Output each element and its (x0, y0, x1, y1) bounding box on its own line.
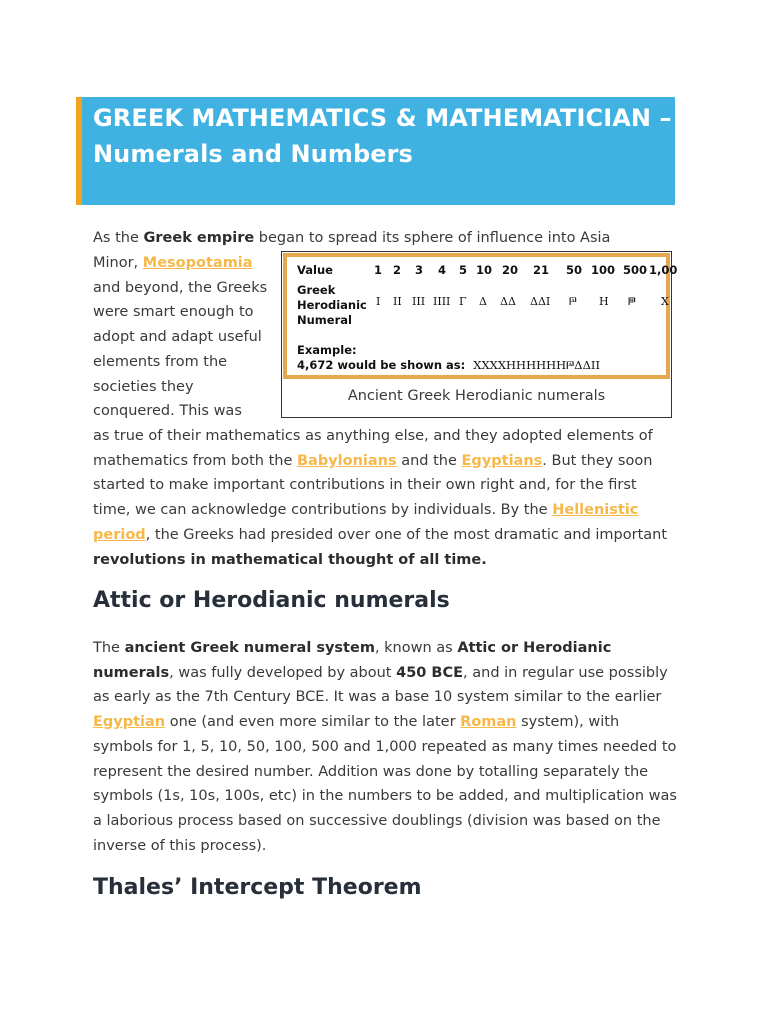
roman-link[interactable]: Roman (460, 714, 517, 731)
symbol-cell: Δ (479, 295, 487, 308)
symbol-cell: Η (599, 295, 609, 308)
example-label: Example: (297, 343, 357, 357)
heading-attic-numerals: Attic or Herodianic numerals (93, 588, 450, 613)
heading-thales-theorem: Thales’ Intercept Theorem (93, 875, 422, 900)
value-cell: 1 (374, 263, 383, 277)
value-cell: 100 (591, 263, 616, 277)
egyptian-link[interactable]: Egyptian (93, 714, 166, 731)
value-cell: 20 (502, 263, 519, 277)
value-cell: 3 (415, 263, 424, 277)
example-value: ΧΧΧΧΗΗΗΗΗΗ𐅄ΔΔΙΙ (473, 358, 601, 372)
numeral-label: Numeral (297, 313, 352, 327)
symbol-cell: ΙΙ (393, 295, 402, 308)
value-cell: 4 (438, 263, 447, 277)
symbol-cell: Χ (661, 295, 669, 308)
herodianic-label: Herodianic (297, 298, 367, 312)
value-cell: 50 (566, 263, 583, 277)
egyptians-link[interactable]: Egyptians (461, 452, 543, 469)
intro-first-line: As the Greek empire began to spread its sphere of influence into Asia (93, 230, 611, 246)
revolutions-bold: revolutions in mathematical thought of all time. (93, 551, 487, 568)
babylonians-link[interactable]: Babylonians (296, 452, 397, 469)
greek-label: Greek (297, 283, 336, 297)
intro-narrow-paragraph: Minor, Mesopotamia and beyond, the Greeks were smart enough to adopt and adapt useful elements from the societies they conquered. This was (93, 255, 268, 420)
symbol-cell: ΔΔΙ (530, 295, 551, 308)
intro-continued-paragraph: as true of their mathematics as anything else, and they adopted elements of mathematics from both the Babylonians and the Egyptians. But they soon started to make important contributions in their own right and, for the first time, we can acknowledge contributions by individuals. By the Hellenistic period, the Greeks had presided over one of the most dramatic and important revolutions in mathematical thought of all time. (93, 428, 668, 568)
example-line: 4,672 would be shown as: ΧΧΧΧΗΗΗΗΗΗ𐅄ΔΔΙΙ (297, 358, 601, 372)
value-cell: 500 (623, 263, 648, 277)
page-title: GREEK MATHEMATICS & MATHEMATICIAN – Numerals and Numbers (93, 104, 672, 168)
symbol-cell: Ι (376, 295, 381, 308)
value-cell: 2 (393, 263, 402, 277)
symbol-cell: ΙΙΙ (412, 295, 426, 308)
greek-empire-bold: Greek empire (143, 230, 255, 246)
numeral-table (283, 253, 678, 379)
hellenistic-period-link[interactable]: Hellenistic period (93, 502, 639, 543)
herodianic-numerals-figure (281, 251, 678, 418)
title-banner (76, 97, 675, 205)
value-cell: 1,00 (649, 263, 678, 277)
symbol-cell: ΔΔ (500, 295, 516, 308)
value-label: Value (297, 263, 333, 277)
symbol-cell: Γ (459, 295, 467, 308)
value-cell: 10 (476, 263, 493, 277)
attic-paragraph: The ancient Greek numeral system, known as Attic or Herodianic numerals, was fully developed by about 450 BCE, and in regular use possibly as early as the 7th Century BCE. It was a base 10 system similar to the earlier Egyptian one (and even more similar to the later Roman system), with symbols for 1, 5, 10, 50, 100, 500 and 1,000 repeated as many times needed to represent the desired number. Addition was done by totalling separately the symbols (1s, 10s, 100s, etc) in the numbers to be added, and multiplication was a laborious process based on successive doublings (division was based on the inverse of this process). (93, 640, 677, 854)
symbol-cell: 𐅄 (569, 295, 577, 308)
symbol-cell: ΙΙΙΙ (433, 295, 451, 308)
value-cell: 21 (533, 263, 550, 277)
symbol-cell: 𐅅 (628, 295, 636, 308)
figure-caption: Ancient Greek Herodianic numerals (347, 388, 606, 404)
mesopotamia-link[interactable]: Mesopotamia (142, 255, 253, 271)
value-cell: 5 (459, 263, 468, 277)
